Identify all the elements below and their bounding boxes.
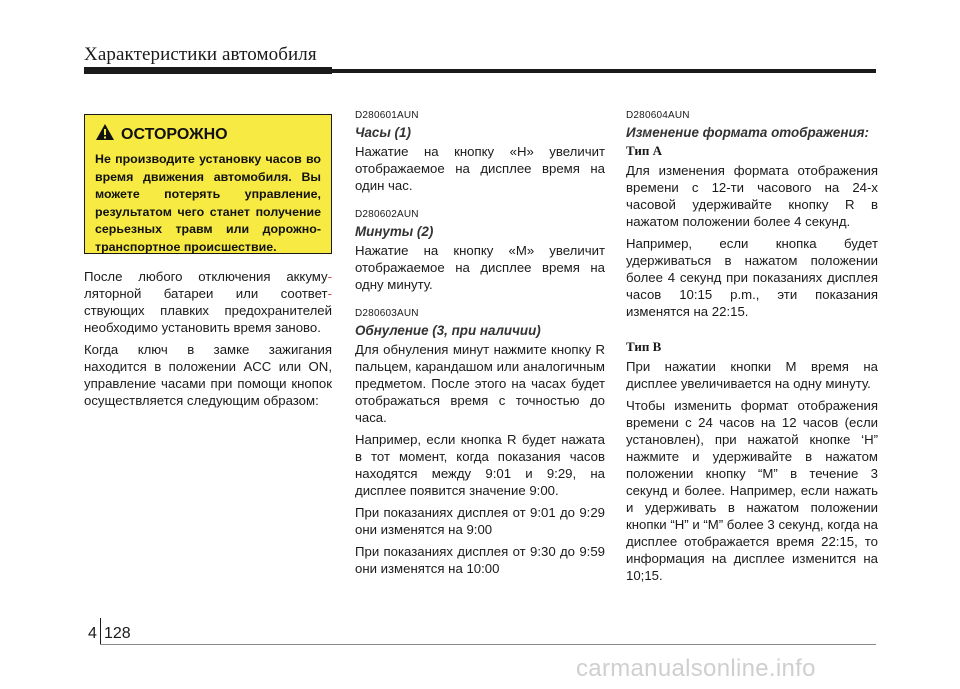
section-title-format: Изменение формата отображения: (626, 125, 869, 140)
paragraph-battery (84, 268, 332, 336)
section-text-reset-3: При показаниях дисплея от 9:01 до 9:29 они изменятся на 9:00 (355, 505, 605, 537)
section-title-hours: Часы (1) (355, 125, 411, 140)
type-a-text-2: Например, если кнопка будет удерживаться в нажатом положении более 4 секунд при показаниях дисплея часов 10:15 p.m., эти показания изменятся на 22:15. (626, 236, 878, 319)
section-code-reset: D280603AUN (355, 308, 419, 319)
warning-text: Не производите установку часов во время движения автомобиля. Вы можете потерять управление, результатом чего станет получение серьезных травм или дорожно-транспортное происшествие. (95, 152, 321, 254)
footer-divider (100, 618, 101, 644)
hyphen-mark: - (327, 269, 332, 284)
paragraph-battery-line3: ствующих плавких предохранителей необходимо установить время заново. (84, 303, 332, 335)
watermark-text: carmanualsonline.info (576, 655, 816, 682)
type-b-text-2: Чтобы изменить формат отображения времени с 24 часов на 12 часов (если установлен), при нажатой кнопке ‘H” нажмите и удерживайте в нажатом положении кнопку “M” в течение 3 секунд и более. Например, если нажать и удерживать в нажатом положении кнопки “H” и “M” более 3 секунд, когда на дисплее отображается время 22:15, то информация на дисплее изменится на 10;15. (626, 398, 878, 583)
page-header-title: Характеристики автомобиля (84, 44, 317, 65)
column-right (626, 110, 878, 589)
section-text-reset-2: Например, если кнопка R будет нажата в тот момент, когда показания часов находятся между 9:01 и 9:29, на дисплее появится значение 9:00. (355, 432, 605, 498)
warning-header (95, 123, 321, 146)
section-code-hours: D280601AUN (355, 110, 419, 121)
page-number: 128 (104, 625, 131, 642)
section-text-reset-1: Для обнуления минут нажмите кнопку R пальцем, карандашом или аналогичным предметом. После этого на часах будет отображаться время с точностью до часа. (355, 342, 605, 425)
paragraph-ignition: Когда ключ в замке зажигания находится в положении ACC или ON, управление часами при помощи кнопок осуществляется следующим образом: (84, 342, 332, 408)
warning-triangle-icon (95, 123, 115, 146)
section-text-hours: Нажатие на кнопку «H» увеличит отображаемое на дисплее время на один час. (355, 144, 605, 193)
type-a-label: Тип A (626, 143, 662, 158)
warning-box (84, 114, 332, 254)
type-b-label: Тип B (626, 339, 662, 354)
section-code-minutes: D280602AUN (355, 209, 419, 220)
type-b-text-1: При нажатии кнопки M время на дисплее увеличивается на одну минуту. (626, 359, 878, 391)
chapter-number: 4 (88, 625, 97, 642)
hyphen-mark: - (327, 286, 332, 301)
section-text-minutes: Нажатие на кнопку «M» увеличит отображаемое на дисплее время на одну минуту. (355, 243, 605, 292)
paragraph-battery-line2: ляторной батареи или соответ (84, 286, 328, 301)
column-left (84, 114, 332, 414)
section-title-reset: Обнуление (3, при наличии) (355, 323, 541, 338)
column-middle (355, 110, 605, 582)
footer-line (100, 644, 876, 645)
type-a-text-1: Для изменения формата отображения времени с 12-ти часового на 24-х часовой удерживайте кнопку R в нажатом положении более 4 секунд. (626, 163, 878, 229)
section-text-reset-4: При показаниях дисплея от 9:30 до 9:59 они изменятся на 10:00 (355, 544, 605, 576)
paragraph-battery-line1: После любого отключения аккуму (84, 269, 328, 284)
header-rule (84, 69, 876, 73)
section-code-format: D280604AUN (626, 110, 690, 121)
section-title-minutes: Минуты (2) (355, 224, 434, 239)
warning-title: ОСТОРОЖНО (121, 125, 228, 143)
